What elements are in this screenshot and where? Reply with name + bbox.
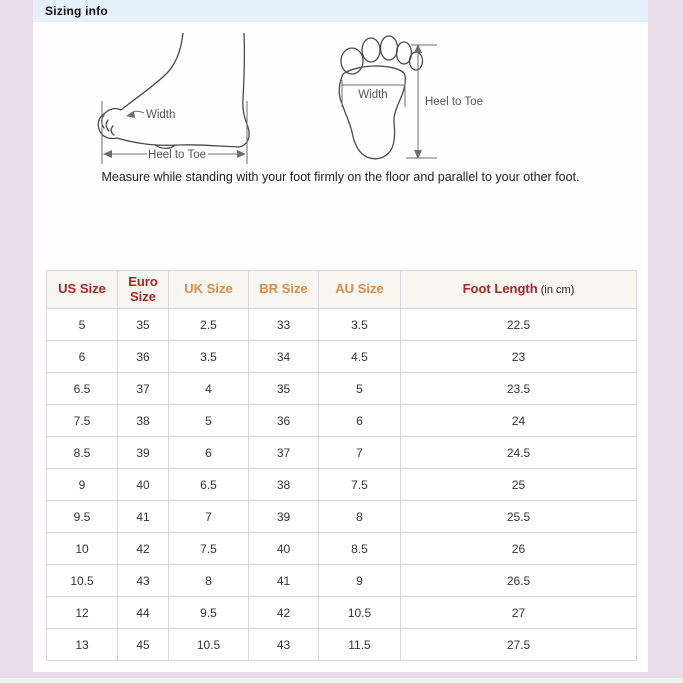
column-header: Foot Length (in cm)	[401, 271, 637, 309]
foot-bottom-view-diagram	[335, 33, 510, 168]
size-row	[47, 405, 637, 437]
size-row	[47, 565, 637, 597]
size-table-header-row	[47, 271, 637, 309]
size-cell: 2.5	[169, 309, 249, 341]
foot-side-view-diagram	[95, 33, 295, 168]
size-cell: 9	[319, 565, 401, 597]
side-width-label: Width	[146, 109, 176, 121]
size-cell: 6	[169, 437, 249, 469]
size-cell: 40	[249, 533, 319, 565]
size-cell: 24.5	[401, 437, 637, 469]
sole-outline	[339, 66, 405, 159]
size-cell: 22.5	[401, 309, 637, 341]
foot-outline	[98, 33, 249, 147]
size-cell: 7.5	[319, 469, 401, 501]
toe-lines	[102, 115, 114, 135]
size-cell: 43	[118, 565, 169, 597]
size-cell: 34	[249, 341, 319, 373]
size-cell: 37	[118, 373, 169, 405]
size-cell: 37	[249, 437, 319, 469]
size-cell: 8	[169, 565, 249, 597]
size-cell: 25.5	[401, 501, 637, 533]
size-cell: 7	[319, 437, 401, 469]
size-cell: 7.5	[47, 405, 118, 437]
size-cell: 5	[169, 405, 249, 437]
size-cell: 45	[118, 629, 169, 661]
size-row	[47, 437, 637, 469]
size-cell: 8	[319, 501, 401, 533]
size-cell: 6.5	[47, 373, 118, 405]
size-row	[47, 341, 637, 373]
size-cell: 5	[319, 373, 401, 405]
left-arrowhead	[103, 150, 112, 158]
size-row	[47, 309, 637, 341]
size-cell: 26.5	[401, 565, 637, 597]
bottom-heel-to-toe-label: Heel to Toe	[425, 96, 483, 108]
size-cell: 41	[249, 565, 319, 597]
column-header: Euro Size	[118, 271, 169, 309]
third-toe	[381, 36, 398, 60]
size-cell: 23.5	[401, 373, 637, 405]
size-cell: 10.5	[319, 597, 401, 629]
section-title: Sizing info	[45, 4, 108, 18]
size-cell: 41	[118, 501, 169, 533]
size-cell: 9	[47, 469, 118, 501]
column-header: UK Size	[169, 271, 249, 309]
size-cell: 13	[47, 629, 118, 661]
size-cell: 26	[401, 533, 637, 565]
measure-instruction: Measure while standing with your foot firmly on the floor and parallel to your other foot.	[101, 170, 580, 184]
size-cell: 4.5	[319, 341, 401, 373]
size-cell: 8.5	[47, 437, 118, 469]
size-cell: 4	[169, 373, 249, 405]
size-cell: 42	[118, 533, 169, 565]
size-cell: 23	[401, 341, 637, 373]
size-cell: 10.5	[47, 565, 118, 597]
size-cell: 9.5	[169, 597, 249, 629]
size-cell: 44	[118, 597, 169, 629]
size-cell: 7	[169, 501, 249, 533]
size-cell: 38	[249, 469, 319, 501]
size-cell: 36	[249, 405, 319, 437]
size-cell: 7.5	[169, 533, 249, 565]
size-cell: 35	[118, 309, 169, 341]
size-cell: 6.5	[169, 469, 249, 501]
column-header: US Size	[47, 271, 118, 309]
size-cell: 25	[401, 469, 637, 501]
size-cell: 36	[118, 341, 169, 373]
size-cell: 5	[47, 309, 118, 341]
size-row	[47, 533, 637, 565]
size-row	[47, 597, 637, 629]
second-toe	[362, 38, 380, 62]
size-cell: 3.5	[319, 309, 401, 341]
side-heel-to-toe-label: Heel to Toe	[148, 149, 206, 161]
size-cell: 27.5	[401, 629, 637, 661]
column-header: BR Size	[249, 271, 319, 309]
size-cell: 39	[118, 437, 169, 469]
size-cell: 10	[47, 533, 118, 565]
size-cell: 40	[118, 469, 169, 501]
size-cell: 43	[249, 629, 319, 661]
size-cell: 35	[249, 373, 319, 405]
size-cell: 33	[249, 309, 319, 341]
size-row	[47, 501, 637, 533]
size-row	[47, 629, 637, 661]
right-arrowhead	[237, 150, 246, 158]
size-cell: 42	[249, 597, 319, 629]
width-pointer-arrowhead	[126, 111, 135, 118]
little-toe	[410, 52, 423, 70]
size-cell: 6	[47, 341, 118, 373]
bottom-width-label: Width	[358, 89, 388, 101]
size-cell: 27	[401, 597, 637, 629]
size-row	[47, 373, 637, 405]
size-cell: 11.5	[319, 629, 401, 661]
size-conversion-table	[46, 270, 637, 661]
size-cell: 9.5	[47, 501, 118, 533]
size-cell: 8.5	[319, 533, 401, 565]
sizing-info-panel	[33, 0, 648, 672]
size-cell: 10.5	[169, 629, 249, 661]
size-cell: 6	[319, 405, 401, 437]
next-section-edge	[0, 678, 683, 683]
size-cell: 12	[47, 597, 118, 629]
size-cell: 24	[401, 405, 637, 437]
size-row	[47, 469, 637, 501]
column-header: AU Size	[319, 271, 401, 309]
size-cell: 39	[249, 501, 319, 533]
column-header-unit: (in cm)	[537, 284, 575, 297]
size-cell: 38	[118, 405, 169, 437]
section-header	[33, 0, 648, 22]
size-cell: 3.5	[169, 341, 249, 373]
